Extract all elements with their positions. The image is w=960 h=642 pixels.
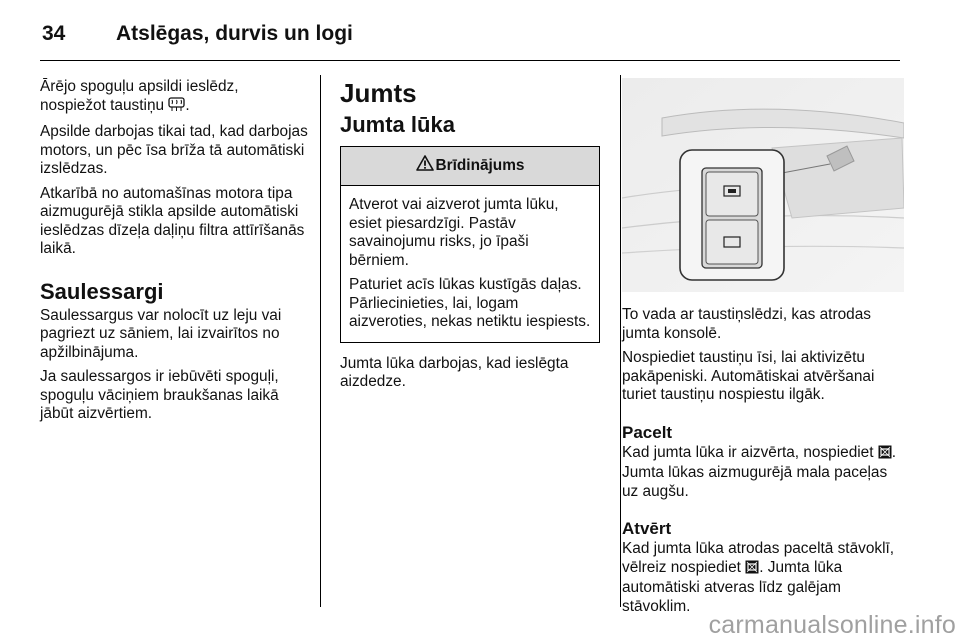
warning-title: Brīdinājums xyxy=(435,156,525,174)
column-2 xyxy=(340,78,602,398)
page-header xyxy=(42,14,353,54)
warning-triangle-icon xyxy=(416,155,436,177)
sunroof-switch-illustration xyxy=(622,78,904,292)
heading-lift: Pacelt xyxy=(622,422,673,442)
heading-roof: Jumts xyxy=(340,78,417,108)
paragraph-lift: Kad jumta lūka ir aizvērta, nospiediet . Jumta lūkas aizmugurējā mala paceļas uz augšu. xyxy=(622,443,897,500)
paragraph-rear-window: Atkarībā no automašīnas motora tipa aizmugurējā stikla apsilde automātiski ieslēdzas dīzeļa daļiņu filtra attīrīšanās laikā. xyxy=(40,184,305,257)
heated-mirror-icon xyxy=(168,97,185,118)
heading-sunroof: Jumta lūka xyxy=(340,112,455,137)
sunroof-button-icon xyxy=(878,445,892,465)
column-3 xyxy=(622,78,904,622)
paragraph-open: Kad jumta lūka atrodas paceltā stāvoklī, vēlreiz nospiediet . Jumta lūka automātiski atveras līdz galējam stāvoklim. xyxy=(622,540,895,615)
column-divider-1 xyxy=(320,75,321,607)
heading-open: Atvērt xyxy=(622,519,672,538)
warning-text-1: Atverot vai aizverot jumta lūku, esiet piesardzīgi. Pastāv savainojumu risks, jo īpaši bērniem. xyxy=(349,196,559,269)
column-1 xyxy=(40,78,308,430)
paragraph-sunroof-ignition: Jumta lūka darbojas, kad ieslēgta aizdedze. xyxy=(340,354,569,390)
paragraph-sunvisors: Saulessargus var nolocīt uz leju vai pagriezt uz sāniem, lai izvairītos no apžilbinājuma. xyxy=(40,306,282,361)
paragraph-mirror-heating: Ārējo spoguļu apsildi ieslēdz, nospiežot taustiņu . xyxy=(40,78,308,117)
sunroof-button-icon xyxy=(745,560,759,580)
paragraph-visor-mirrors: Ja saulessargos ir iebūvēti spoguļi, spoguļu vāciņiem braukšanas laikā jābūt aizvērtiem. xyxy=(40,368,279,422)
paragraph-switch-location: To vada ar taustiņslēdzi, kas atrodas jumta konsolē. xyxy=(622,306,871,342)
page-number: 34 xyxy=(42,22,66,45)
warning-box xyxy=(340,146,600,343)
paragraph-press-button: Nospiediet taustiņu īsi, lai aktivizētu pakāpeniski. Automātiskai atvēršanai turiet taustiņu nospiestu ilgāk. xyxy=(622,349,875,403)
header-rule xyxy=(40,60,900,61)
warning-header xyxy=(341,147,599,186)
paragraph-heating-operation: Apsilde darbojas tikai tad, kad darbojas motors, un pēc īsa brīža tā automātiski izslēdzas. xyxy=(40,123,308,177)
column-divider-2 xyxy=(620,75,621,607)
warning-text-2: Paturiet acīs lūkas kustīgās daļas. Pārliecinieties, lai, logam aizveroties, nekas netiktu iespiests. xyxy=(349,276,591,330)
heading-sunvisors: Saulessargi xyxy=(40,278,164,304)
watermark: carmanualsonline.info xyxy=(708,611,956,639)
chapter-title: Atslēgas, durvis un logi xyxy=(116,22,353,45)
warning-body xyxy=(341,186,599,342)
